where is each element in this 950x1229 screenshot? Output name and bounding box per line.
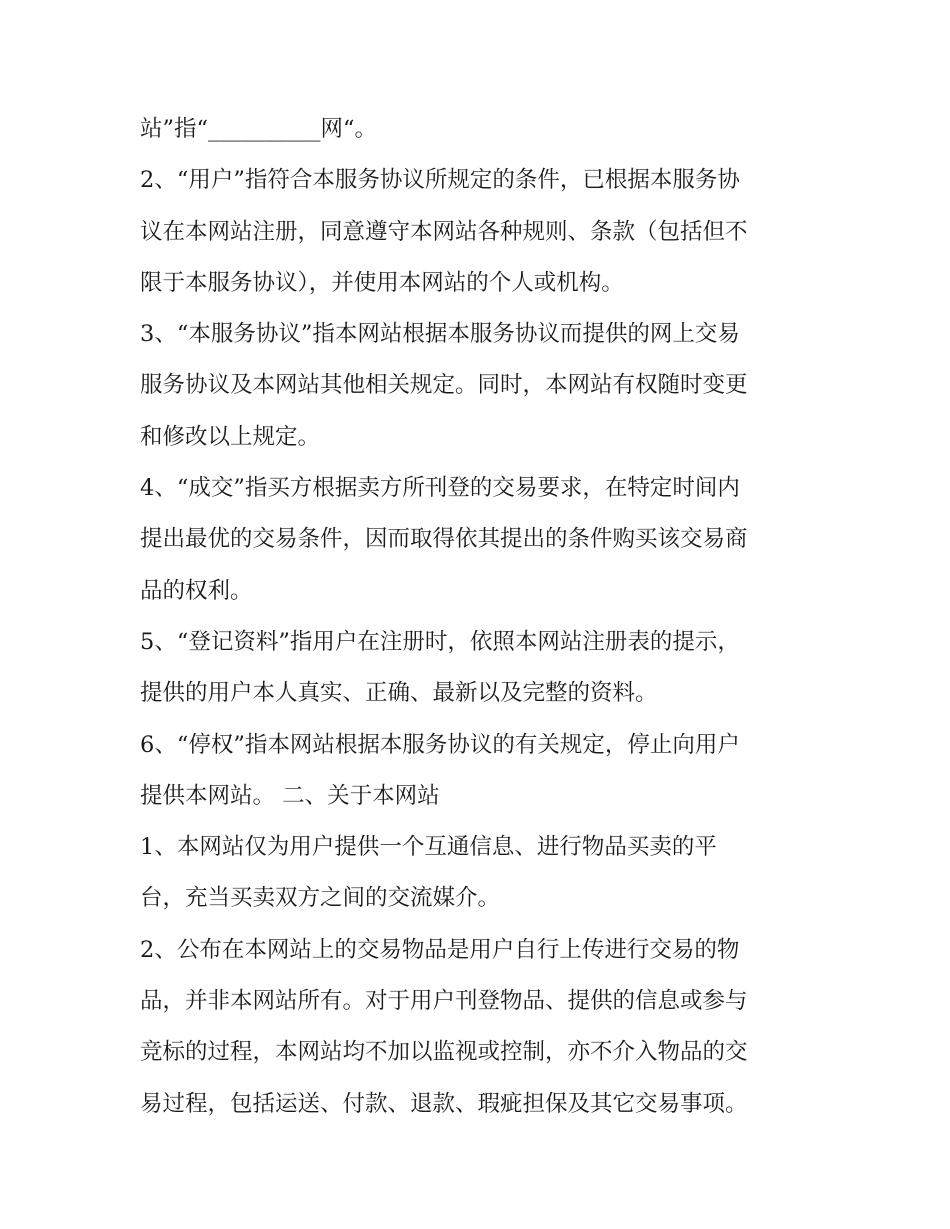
text-line: 2、公布在本网站上的交易物品是用户自行上传进行交易的物 [140, 936, 740, 963]
text-line: 品的权利。 [140, 577, 253, 604]
document-body [140, 104, 820, 1130]
text-line: 6、“停权”指本网站根据本服务协议的有关规定，停止向用户 [140, 731, 740, 758]
text-line: 提供的用户本人真实、正确、最新以及完整的资料。 [140, 680, 658, 707]
text-line: 品，并非本网站所有。对于用户刊登物品、提供的信息或参与 [140, 988, 748, 1015]
text-line: 3、“本服务协议”指本网站根据本服务协议而提供的网上交易 [140, 321, 740, 348]
text-line: 易过程，包括运送、付款、退款、瑕疵担保及其它交易事项。 [140, 1090, 748, 1117]
text-line: 限于本服务协议），并使用本网站的个人或机构。 [140, 269, 624, 296]
text-line: 2、“用户”指符合本服务协议所规定的条件，已根据本服务协 [140, 167, 740, 194]
text-line: 服务协议及本网站其他相关规定。同时，本网站有权随时变更 [140, 372, 748, 399]
text-line: 4、“成交”指买方根据卖方所刊登的交易要求，在特定时间内 [140, 475, 740, 502]
text-line: 1、本网站仅为用户提供一个互通信息、进行物品买卖的平 [140, 834, 717, 861]
text-line: 和修改以上规定。 [140, 423, 321, 450]
text-line: 竞标的过程，本网站均不加以监视或控制，亦不介入物品的交 [140, 1039, 748, 1066]
text-line: 议在本网站注册，同意遵守本网站各种规则、条款（包括但不 [140, 218, 748, 245]
text-line: 提供本网站。 二、关于本网站 [140, 782, 440, 809]
text-line: 站”指“__________网“。 [140, 116, 378, 142]
text-line: 台，充当买卖双方之间的交流媒介。 [140, 885, 501, 912]
text-line: 提出最优的交易条件，因而取得依其提出的条件购买该交易商 [140, 526, 748, 553]
text-line: 5、“登记资料”指用户在注册时，依照本网站注册表的提示， [140, 628, 740, 655]
